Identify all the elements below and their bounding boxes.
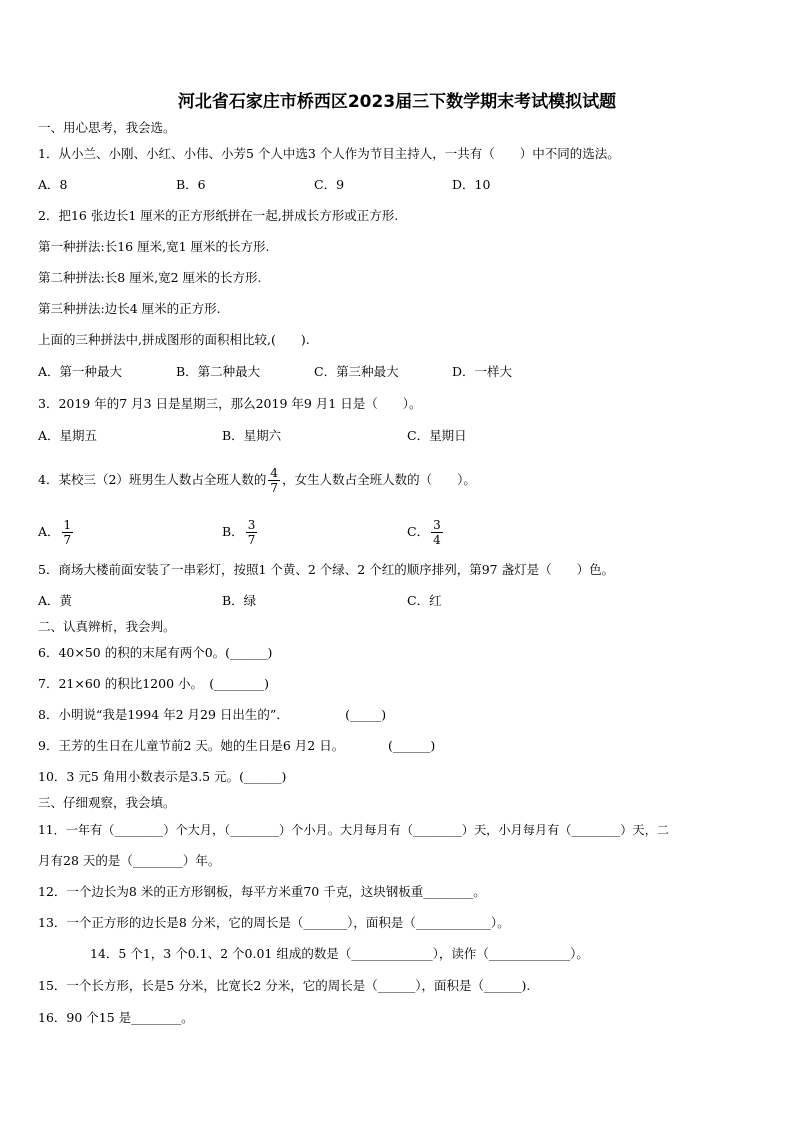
- question-9: 9．王芳的生日在儿童节前2 天。她的生日是6 月2 日。 (______): [38, 738, 436, 753]
- question-5: 5．商场大楼前面安装了一串彩灯，按照1 个黄、2 个绿、2 个红的顺序排列，第97 盏灯是（ ）色。: [38, 562, 615, 577]
- q4-option-b: B． $\frac{3}{7}$: [222, 518, 256, 547]
- section-3-heading: 三、仔细观察，我会填。: [38, 795, 176, 810]
- fraction: $\frac{3}{4}$: [433, 518, 441, 547]
- q1-option-d: D．10: [452, 177, 491, 192]
- q4-option-c: C． $\frac{3}{4}$: [407, 518, 441, 547]
- fraction: $\frac{3}{7}$: [247, 518, 256, 547]
- question-4-text-b: ，女生人数占全班人数的（ ）。: [282, 472, 476, 487]
- question-11: 11．一年有（________）个大月，（________）个小月。大月每月有（________）天，小月每月有（________）天，二: [38, 823, 669, 837]
- question-11-line-2: 月有28 天的是（________）年。: [38, 853, 221, 868]
- q5-option-b: B．绿: [222, 593, 257, 608]
- q3-option-a: A．星期五: [38, 428, 98, 443]
- q1-option-c: C．9: [314, 177, 345, 192]
- q1-option-a: A．8: [38, 177, 68, 192]
- question-12: 12．一个边长为8 米的正方形钢板，每平方米重70 千克，这块钢板重________。: [38, 884, 486, 899]
- q4-option-a: A． $\frac{1}{7}$: [38, 518, 72, 547]
- q1-option-b: B．6: [176, 177, 206, 192]
- question-2: 2．把16 张边长1 厘米的正方形纸拼在一起,拼成长方形或正方形.: [38, 208, 399, 223]
- q2-option-b: B．第二种最大: [176, 364, 261, 379]
- q2-option-a: A．第一种最大: [38, 364, 123, 379]
- question-10: 10．3 元5 角用小数表示是3.5 元。(______): [38, 769, 287, 784]
- question-6: 6．40×50 的积的末尾有两个0。(______): [38, 645, 273, 660]
- q5-option-c: C．红: [407, 593, 442, 608]
- section-1-heading: 一、用心思考，我会选。: [38, 120, 176, 135]
- question-1: 1．从小兰、小刚、小红、小伟、小芳5 个人中选3 个人作为节目主持人，一共有（ ）中不同的选法。: [38, 146, 620, 161]
- question-4: [38, 464, 476, 496]
- q5-option-a: A．黄: [38, 593, 73, 608]
- question-2-line-4: 上面的三种拼法中,拼成图形的面积相比较,( ).: [38, 332, 310, 347]
- question-14: 14．5 个1，3 个0.1、2 个0.01 组成的数是（_____________），读作（_____________）。: [90, 946, 589, 961]
- question-2-line-1: 第一种拼法:长16 厘米,宽1 厘米的长方形.: [38, 239, 270, 254]
- fraction: $\frac{1}{7}$: [63, 518, 72, 547]
- question-8: 8．小明说“我是1994 年2 月29 日出生的”． (_____): [38, 707, 387, 722]
- section-2-heading: 二、认真辨析，我会判。: [38, 619, 176, 634]
- q2-option-c: C．第三种最大: [314, 364, 399, 379]
- question-16: 16．90 个15 是________。: [38, 1010, 194, 1025]
- fraction: $\frac{4}{7}$: [270, 466, 279, 495]
- question-7: 7．21×60 的积比1200 小。 (________): [38, 676, 270, 691]
- question-13: 13．一个正方形的边长是8 分米，它的周长是（_______），面积是（____________）。: [38, 915, 510, 930]
- question-2-line-3: 第三种拼法:边长4 厘米的正方形.: [38, 301, 221, 316]
- q3-option-c: C．星期日: [407, 428, 467, 443]
- q2-option-d: D．一样大: [452, 364, 513, 379]
- question-15: 15．一个长方形，长是5 分米，比宽长2 分米，它的周长是（______），面积是（______).: [38, 978, 531, 993]
- page-title: 河北省石家庄市桥西区2023届三下数学期末考试模拟试题: [177, 92, 617, 112]
- question-4-text-a: 4．某校三（2）班男生人数占全班人数的: [38, 472, 267, 487]
- q3-option-b: B．星期六: [222, 428, 282, 443]
- question-2-line-2: 第二种拼法:长8 厘米,宽2 厘米的长方形.: [38, 270, 262, 285]
- question-3: 3．2019 年的7 月3 日是星期三，那么2019 年9 月1 日是（ ）。: [38, 396, 422, 411]
